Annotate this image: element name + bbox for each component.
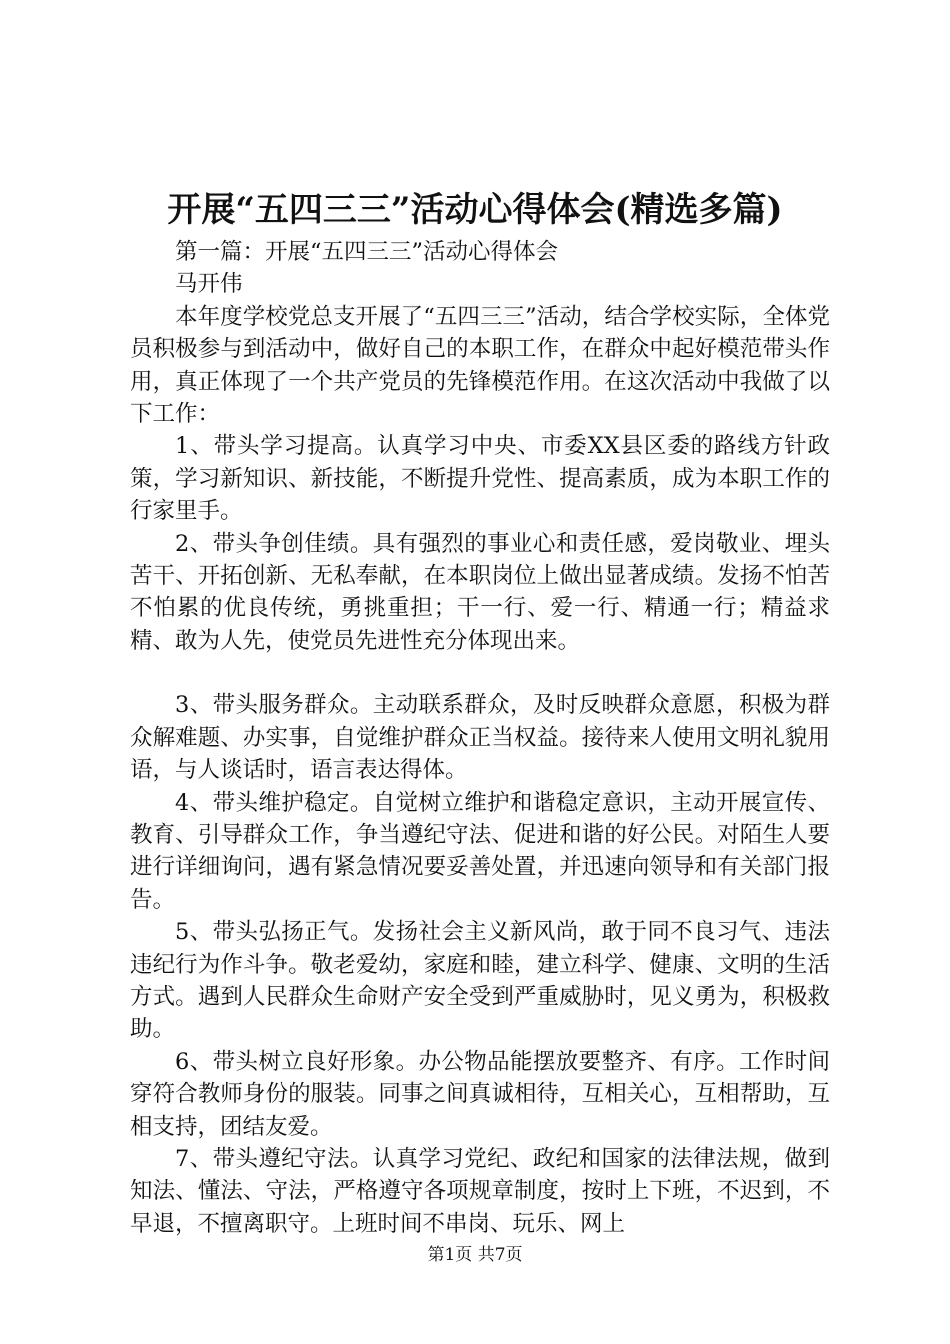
paragraph-item-3: 3、带头服务群众。主动联系群众，及时反映群众意愿，积极为群众解难题、办实事，自觉维护群众正当权益。接待来人使用文明礼貌用语，与人谈话时，语言表达得体。 [130, 692, 830, 784]
paragraph-intro: 本年度学校党总支开展了“五四三三”活动，结合学校实际，全体党员积极参与到活动中，做好自己的本职工作，在群众中起好模范带头作用，真正体现了一个共产党员的先锋模范作用。在这次活动中我做了以下工作： [130, 303, 830, 428]
section-heading: 第一篇：开展“五四三三”活动心得体会 [175, 239, 559, 265]
paragraph-item-4: 4、带头维护稳定。自觉树立维护和谐稳定意识，主动开展宣传、教育、引导群众工作，争当遵纪守法、促进和谐的好公民。对陌生人要进行详细询问，遇有紧急情况要妥善处置，并迅速向领导和有关部门报告。 [130, 789, 830, 913]
paragraph-item-5: 5、带头弘扬正气。发扬社会主义新风尚，敢于同不良习气、违法违纪行为作斗争。敬老爱幼，家庭和睦，建立科学、健康、文明的生活方式。遇到人民群众生命财产安全受到严重威胁时，见义勇为，积极救助。 [130, 919, 830, 1043]
paragraph-item-6: 6、带头树立良好形象。办公物品能摆放要整齐、有序。工作时间穿符合教师身份的服装。同事之间真诚相待，互相关心，互相帮助，互相支持，团结友爱。 [130, 1048, 830, 1140]
document-title: 开展“五四三三”活动心得体会(精选多篇) [167, 190, 783, 230]
paragraph-item-2: 2、带头争创佳绩。具有强烈的事业心和责任感，爱岗敬业、埋头苦干、开拓创新、无私奉献，在本职岗位上做出显著成绩。发扬不怕苦不怕累的优良传统，勇挑重担；干一行、爱一行、精通一行；精益求精、敢为人先，使党员先进性充分体现出来。 [130, 530, 830, 654]
paragraph-item-1: 1、带头学习提高。认真学习中央、市委XX县区委的路线方针政策，学习新知识、新技能，不断提升党性、提高素质，成为本职工作的行家里手。 [130, 433, 830, 525]
paragraph-item-7: 7、带头遵纪守法。认真学习党纪、政纪和国家的法律法规，做到知法、懂法、守法，严格遵守各项规章制度，按时上下班，不迟到，不早退，不擅离职守。上班时间不串岗、玩乐、网上 [130, 1145, 830, 1237]
author-name: 马开伟 [175, 271, 243, 298]
page-number: 第1页 共7页 [427, 1245, 523, 1265]
document-body [130, 236, 830, 1240]
